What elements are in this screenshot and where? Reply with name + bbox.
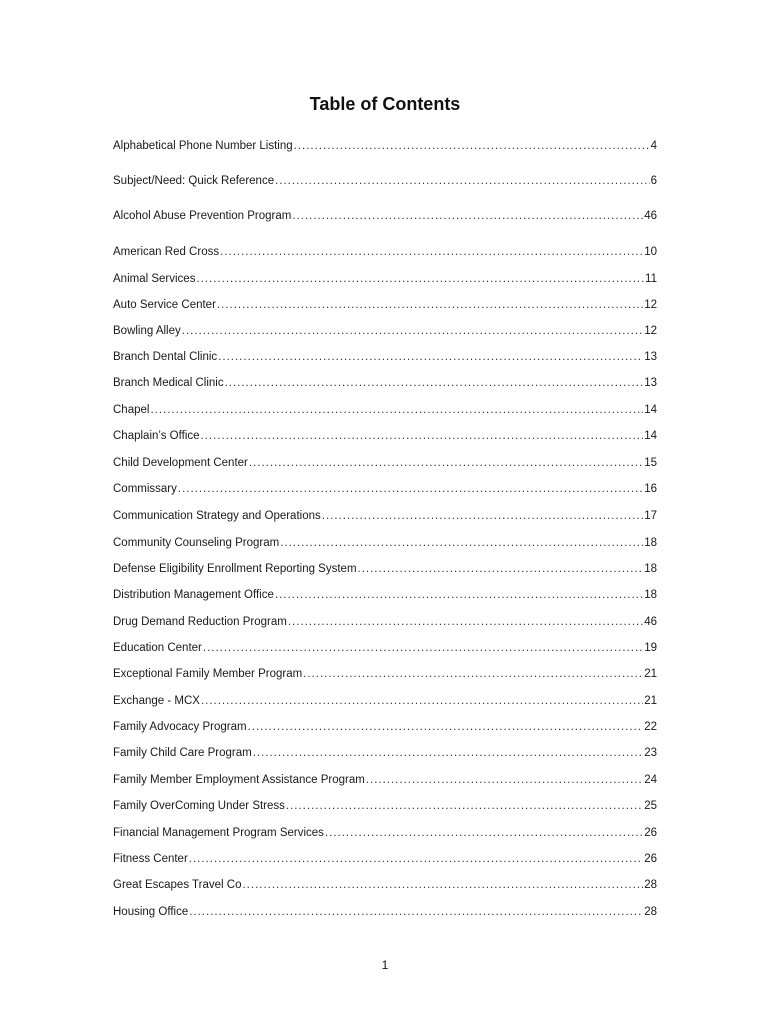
toc-entry (113, 798, 657, 814)
dot-leader (322, 508, 643, 524)
toc-entry-label: Family Member Employment Assistance Program (113, 774, 365, 786)
dot-leader (249, 455, 643, 471)
dot-leader (280, 535, 643, 551)
toc-entry (113, 772, 657, 788)
toc-entry-label: Alphabetical Phone Number Listing (113, 140, 293, 152)
toc-entry-label: Distribution Management Office (113, 589, 274, 601)
toc-entry (113, 208, 657, 224)
toc-entry (113, 173, 657, 189)
toc-entry-label: Alcohol Abuse Prevention Program (113, 210, 292, 222)
toc-entry-label: Family Advocacy Program (113, 721, 247, 733)
toc-entry (113, 719, 657, 735)
toc-entry (113, 323, 657, 339)
dot-leader (275, 173, 650, 189)
toc-entry-page: 11 (645, 273, 657, 285)
dot-leader (303, 666, 643, 682)
toc-entry-label: Communication Strategy and Operations (113, 510, 321, 522)
toc-entry-page: 16 (644, 483, 657, 495)
dot-leader (201, 428, 644, 444)
toc-entry-label: Financial Management Program Services (113, 827, 324, 839)
toc-entry (113, 455, 657, 471)
toc-entry-label: Family OverComing Under Stress (113, 800, 285, 812)
toc-entry-page: 18 (644, 589, 657, 601)
toc-entry-page: 19 (644, 642, 657, 654)
toc-entry (113, 244, 657, 260)
toc-entry-label: Subject/Need: Quick Reference (113, 175, 275, 187)
toc-entry-page: 23 (644, 747, 657, 759)
toc-entry-label: Branch Dental Clinic (113, 351, 218, 363)
toc-entry-label: Branch Medical Clinic (113, 377, 224, 389)
toc-entry-label: Chapel (113, 404, 150, 416)
dot-leader (217, 297, 643, 313)
toc-entry-page: 6 (650, 175, 657, 187)
toc-entry (113, 614, 657, 630)
toc-entry-label: Bowling Alley (113, 325, 181, 337)
toc-entry-label: Chaplain’s Office (113, 430, 200, 442)
dot-leader (189, 904, 643, 920)
toc-entry-label: Auto Service Center (113, 299, 216, 311)
toc-entry-label: Animal Services (113, 273, 196, 285)
toc-entry-label: Child Development Center (113, 457, 248, 469)
toc-entry-label: Community Counseling Program (113, 537, 280, 549)
toc-entry (113, 904, 657, 920)
toc-entry-page: 4 (650, 140, 657, 152)
dot-leader (225, 375, 644, 391)
dot-leader (358, 561, 644, 577)
toc-entry (113, 481, 657, 497)
toc-entry-label: Exceptional Family Member Program (113, 668, 303, 680)
dot-leader (218, 349, 643, 365)
dot-leader (294, 138, 650, 154)
toc-entry-page: 18 (644, 563, 657, 575)
page-title: Table of Contents (309, 94, 461, 114)
toc-entry-label: Commissary (113, 483, 177, 495)
toc-entry (113, 666, 657, 682)
toc-entry-page: 18 (644, 537, 657, 549)
toc-entry-label: Fitness Center (113, 853, 188, 865)
toc-entry (113, 375, 657, 391)
toc-entry-page: 21 (644, 668, 657, 680)
dot-leader (288, 614, 643, 630)
toc-entry-label: Great Escapes Travel Co (113, 879, 242, 891)
toc-entry-page: 22 (644, 721, 657, 733)
dot-leader (178, 481, 643, 497)
toc-entry-page: 26 (644, 827, 657, 839)
toc-entry-label: American Red Cross (113, 246, 220, 258)
toc-entry (113, 640, 657, 656)
toc-entry-page: 28 (644, 906, 657, 918)
toc-entry (113, 297, 657, 313)
toc-entry-page: 10 (644, 246, 657, 258)
toc-entry (113, 535, 657, 551)
toc-entry-page: 26 (644, 853, 657, 865)
dot-leader (182, 323, 643, 339)
dot-leader (366, 772, 643, 788)
toc-entry-page: 21 (644, 695, 657, 707)
dot-leader (286, 798, 643, 814)
toc-entry-page: 13 (644, 351, 657, 363)
toc-entry-page: 24 (644, 774, 657, 786)
toc-entry (113, 587, 657, 603)
dot-leader (201, 693, 643, 709)
toc-entry-page: 46 (644, 210, 657, 222)
toc-entry-page: 12 (644, 325, 657, 337)
toc-entry-page: 13 (644, 377, 657, 389)
toc-entry (113, 745, 657, 761)
dot-leader (150, 402, 643, 418)
dot-leader (275, 587, 643, 603)
dot-leader (253, 745, 644, 761)
dot-leader (242, 877, 643, 893)
dot-leader (325, 825, 643, 841)
toc-entry (113, 851, 657, 867)
toc-entry-label: Defense Eligibility Enrollment Reporting System (113, 563, 357, 575)
toc-entry-page: 12 (644, 299, 657, 311)
toc-entry-page: 15 (644, 457, 657, 469)
toc-entry-label: Exchange - MCX (113, 695, 200, 707)
toc-entry-page: 46 (644, 616, 657, 628)
toc-entry (113, 271, 657, 287)
toc-entry-label: Housing Office (113, 906, 189, 918)
toc-entry (113, 877, 657, 893)
toc-entry-page: 28 (644, 879, 657, 891)
dot-leader (220, 244, 643, 260)
page-number: 1 (381, 958, 389, 972)
toc-entry-label: Education Center (113, 642, 202, 654)
toc-entry-page: 14 (644, 430, 657, 442)
dot-leader (292, 208, 643, 224)
toc-entry (113, 138, 657, 154)
toc-entry-page: 25 (644, 800, 657, 812)
dot-leader (203, 640, 643, 656)
toc-entry-label: Family Child Care Program (113, 747, 252, 759)
dot-leader (248, 719, 644, 735)
dot-leader (189, 851, 643, 867)
toc-entry-page: 17 (644, 510, 657, 522)
toc-entry-page: 14 (644, 404, 657, 416)
toc-entry (113, 508, 657, 524)
dot-leader (196, 271, 644, 287)
toc-entry (113, 349, 657, 365)
toc-entry (113, 693, 657, 709)
toc-entry-label: Drug Demand Reduction Program (113, 616, 287, 628)
toc-entry (113, 561, 657, 577)
toc-entry (113, 402, 657, 418)
toc-entry (113, 825, 657, 841)
toc-entry (113, 428, 657, 444)
